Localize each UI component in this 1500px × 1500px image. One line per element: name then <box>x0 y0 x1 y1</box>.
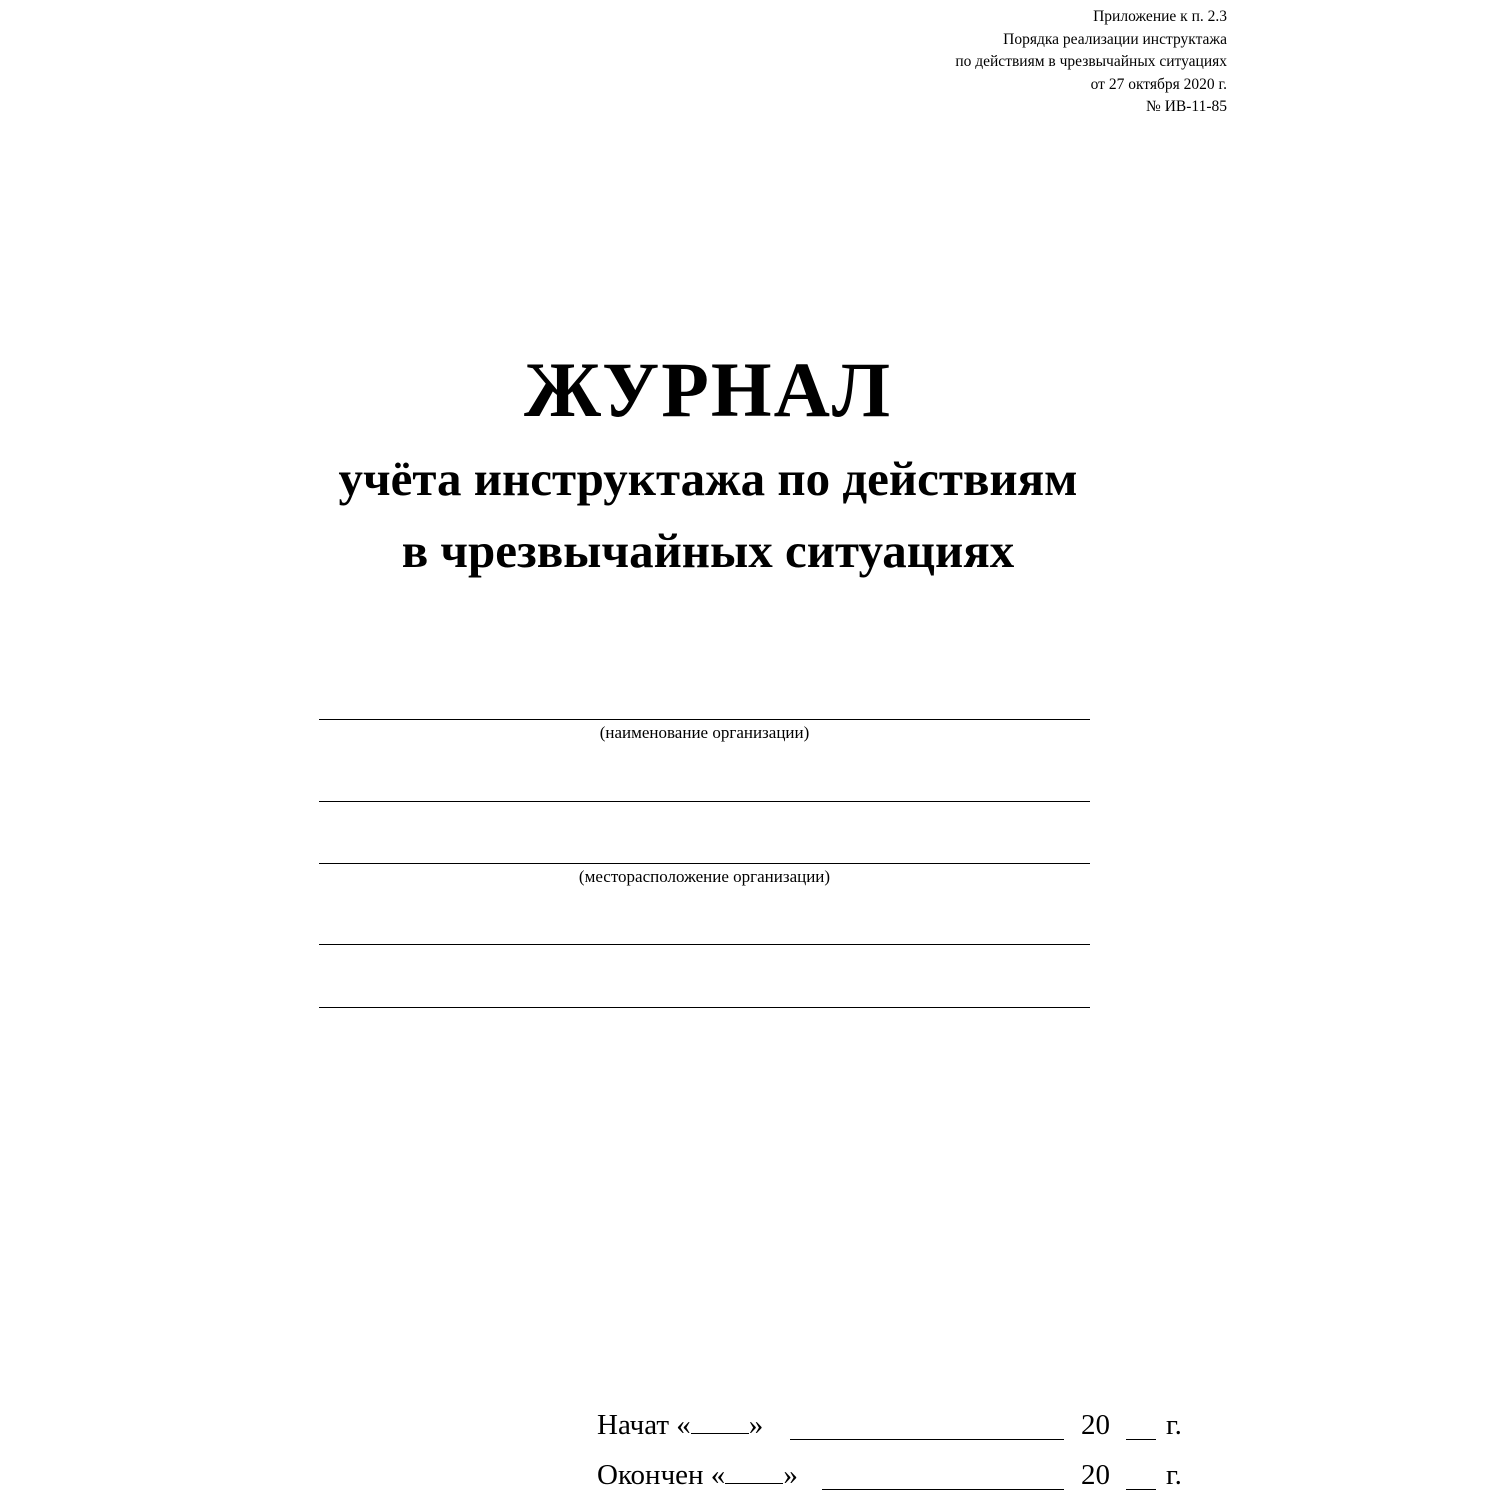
appendix-line: Порядка реализации инструктажа <box>1003 30 1227 48</box>
ended-label: Окончен « <box>597 1459 726 1491</box>
started-date-row <box>597 1407 763 1443</box>
ended-year-suffix-text: г. <box>1166 1459 1182 1491</box>
started-year-suffix-text: г. <box>1166 1409 1182 1441</box>
journal-subtitle-line-1: учёта инструктажа по действиям <box>338 451 1078 506</box>
org-location-line-2 <box>319 944 1090 945</box>
started-year-blank <box>1126 1415 1156 1440</box>
started-quote-close: » <box>748 1409 764 1441</box>
org-location-line <box>319 863 1090 864</box>
ended-year-blank <box>1126 1465 1156 1490</box>
org-name-caption: (наименование организации) <box>599 723 810 742</box>
appendix-note <box>955 6 1227 119</box>
started-month-blank <box>790 1415 1064 1440</box>
ended-day-blank <box>725 1459 783 1484</box>
ended-year-suffix <box>1166 1457 1182 1493</box>
started-year-prefix: 20 <box>1081 1409 1110 1441</box>
org-location-line-3 <box>319 1007 1090 1008</box>
org-location-caption: (месторасположение организации) <box>578 867 831 886</box>
appendix-line: № ИВ-11-85 <box>1146 98 1227 115</box>
started-year <box>1081 1407 1110 1443</box>
ended-date-row <box>597 1457 798 1493</box>
journal-subtitle-line-2: в чрезвычайных ситуациях <box>401 523 1015 578</box>
started-label: Начат « <box>597 1409 691 1441</box>
appendix-line: по действиям в чрезвычайных ситуациях <box>955 53 1227 70</box>
started-year-suffix <box>1166 1407 1182 1443</box>
org-name-line-2 <box>319 801 1090 802</box>
appendix-line: Приложение к п. 2.3 <box>1093 8 1227 25</box>
ended-year <box>1081 1457 1110 1493</box>
ended-quote-close: » <box>783 1459 798 1491</box>
journal-title-block <box>0 340 1416 584</box>
started-day-blank <box>691 1409 749 1434</box>
org-name-line <box>319 719 1090 720</box>
ended-year-prefix: 20 <box>1081 1459 1110 1491</box>
journal-title: ЖУРНАЛ <box>523 346 893 433</box>
appendix-line: от 27 октября 2020 г. <box>1090 75 1227 93</box>
ended-month-blank <box>822 1465 1064 1490</box>
